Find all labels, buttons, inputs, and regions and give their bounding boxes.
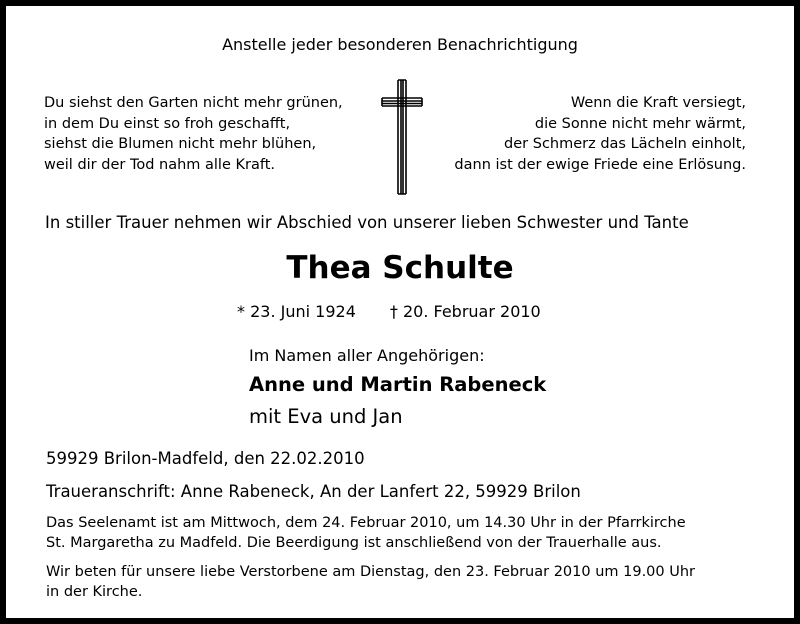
place-date: 59929 Brilon-Madfeld, den 22.02.2010 — [46, 449, 365, 468]
poem-left-line: in dem Du einst so froh geschafft, — [44, 115, 291, 132]
cross-icon — [380, 78, 424, 200]
mourners-label: Im Namen aller Angehörigen: — [249, 346, 485, 365]
poem-left — [44, 93, 343, 175]
life-dates — [237, 302, 541, 321]
service-info — [46, 513, 686, 553]
prayer-info — [46, 562, 695, 602]
mourners-names: Anne und Martin Rabeneck — [249, 373, 547, 396]
poem-left-line: siehst die Blumen nicht mehr blühen, — [44, 136, 317, 152]
birth-date: * 23. Juni 1924 — [237, 302, 356, 321]
notice-heading: Anstelle jeder besonderen Benachrichtigung — [222, 35, 578, 54]
prayer-line: in der Kirche. — [46, 584, 143, 600]
death-date: † 20. Februar 2010 — [389, 302, 541, 321]
service-line: St. Margaretha zu Madfeld. Die Beerdigung ist anschließend von der Trauerhalle aus. — [46, 535, 662, 551]
poem-right-line: dann ist der ewige Friede eine Erlösung. — [454, 156, 746, 173]
poem-right-line: der Schmerz das Lächeln einholt, — [504, 136, 746, 152]
poem-right — [454, 93, 746, 175]
service-line: Das Seelenamt ist am Mittwoch, dem 24. Februar 2010, um 14.30 Uhr in der Pfarrkirche — [46, 515, 686, 531]
mourning-address: Traueranschrift: Anne Rabeneck, An der Lanfert 22, 59929 Brilon — [46, 482, 581, 501]
deceased-name: Thea Schulte — [286, 250, 514, 286]
intro-text: In stiller Trauer nehmen wir Abschied von unserer lieben Schwester und Tante — [45, 213, 689, 232]
poem-right-line: die Sonne nicht mehr wärmt, — [534, 115, 746, 132]
prayer-line: Wir beten für unsere liebe Verstorbene am Dienstag, den 23. Februar 2010 um 19.00 Uhr — [46, 564, 696, 580]
poem-right-line: Wenn die Kraft versiegt, — [570, 95, 746, 111]
poem-left-line: weil dir der Tod nahm alle Kraft. — [44, 156, 275, 173]
poem-left-line: Du siehst den Garten nicht mehr grünen, — [44, 95, 343, 111]
mourners-children: mit Eva und Jan — [249, 405, 403, 428]
